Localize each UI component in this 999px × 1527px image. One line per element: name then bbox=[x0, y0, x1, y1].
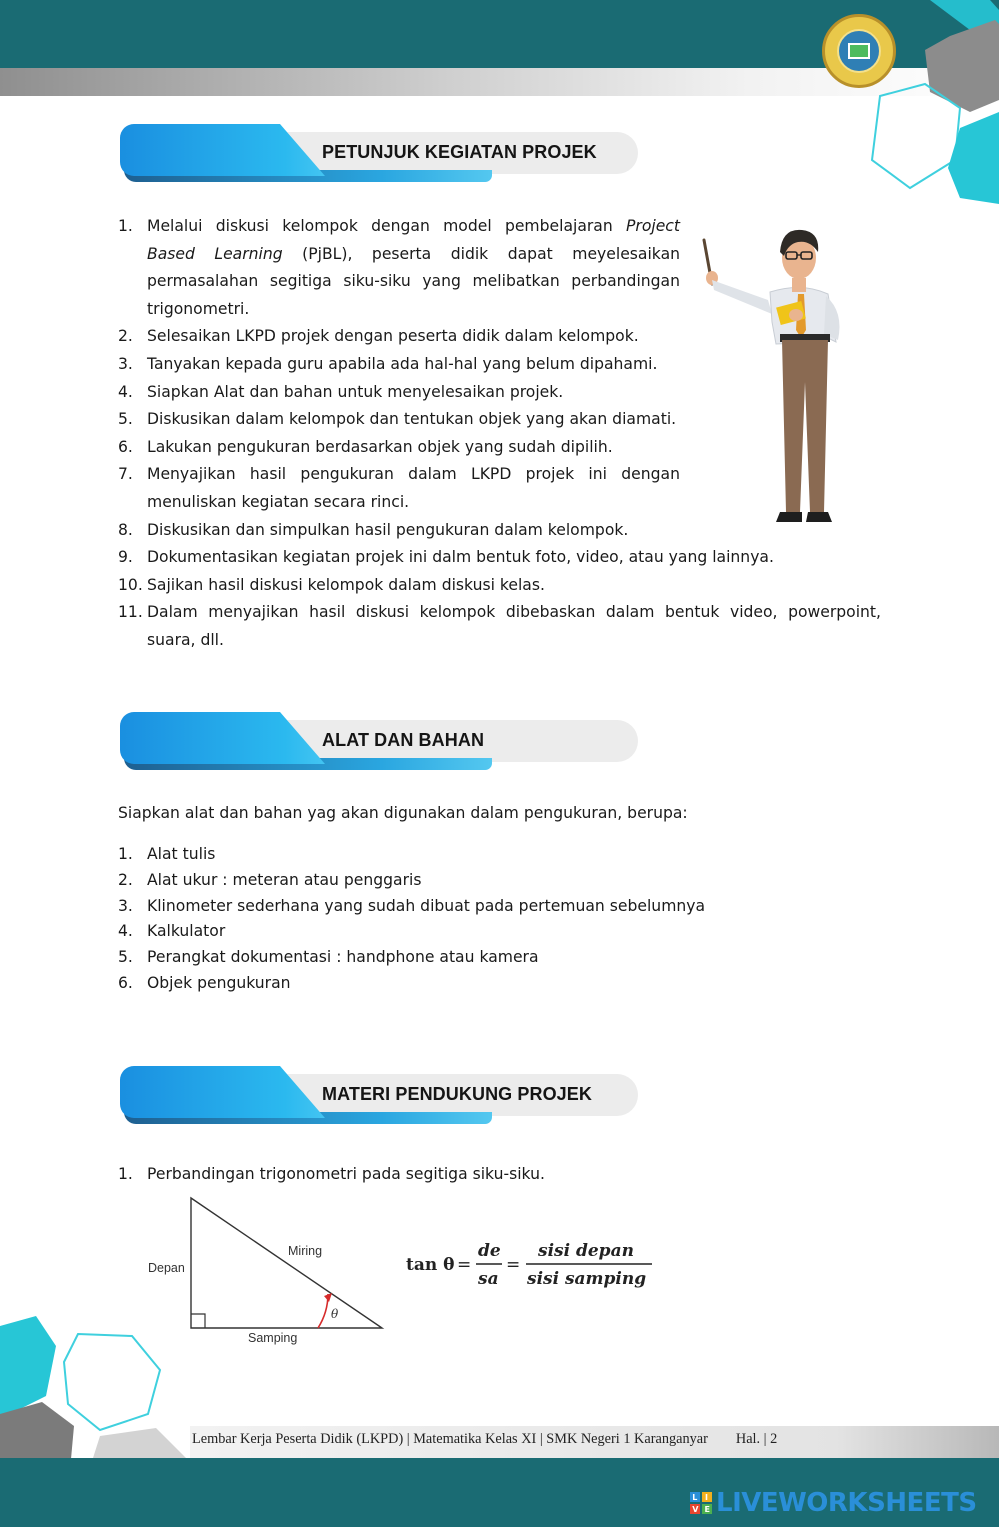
liveworksheets-wordmark: LIVEWORKSHEETS bbox=[716, 1488, 977, 1518]
list-item: 11. Dalam menyajikan hasil diskusi kelompok dibebaskan dalam bentuk video, powerpoint, suara, dll. bbox=[118, 603, 881, 649]
page-number: Hal. | 2 bbox=[735, 1431, 778, 1447]
svg-text:L: L bbox=[692, 1493, 698, 1503]
liveworksheets-logo-icon bbox=[690, 1492, 712, 1514]
list-item: 8. Diskusikan dan simpulkan hasil pengukuran dalam kelompok. bbox=[118, 520, 629, 539]
formula-den-sisi-samping: sisi samping bbox=[527, 1269, 647, 1289]
list-item: 6. Objek pengukuran bbox=[118, 973, 291, 992]
list-item: 7. Menyajikan hasil pengukuran dalam LKPD projek ini dengan menuliskan kegiatan secara rinci. bbox=[118, 465, 680, 511]
school-logo bbox=[822, 14, 896, 88]
section-header-alat bbox=[120, 712, 640, 776]
label-samping: Samping bbox=[248, 1331, 298, 1345]
svg-text:V: V bbox=[692, 1505, 699, 1514]
svg-text:E: E bbox=[704, 1505, 710, 1514]
list-item: 1. Melalui diskusi kelompok dengan model pembelajaran Project Based Learning (PjBL), peserta didik dapat meyelesaikan permasalahan segitiga siku-siku yang melibatkan perbandingan trigonometri. bbox=[118, 217, 681, 318]
school-crest-icon bbox=[837, 29, 881, 73]
list-item: 2. Alat ukur : meteran atau penggaris bbox=[118, 870, 422, 889]
angle-label: θ bbox=[331, 1307, 339, 1321]
section-header-materi bbox=[120, 1066, 640, 1130]
svg-text:I: I bbox=[705, 1493, 708, 1503]
formula-eq-2: = bbox=[506, 1255, 521, 1275]
section-title: MATERI PENDUKUNG PROJEK bbox=[322, 1084, 592, 1104]
label-miring: Miring bbox=[288, 1244, 323, 1258]
formula-den-sa: sa bbox=[478, 1269, 499, 1289]
label-depan: Depan bbox=[148, 1261, 185, 1275]
section-header-petunjuk bbox=[120, 124, 640, 188]
list-item: 5. Diskusikan dalam kelompok dan tentukan objek yang akan diamati. bbox=[118, 410, 677, 429]
footer-text: Lembar Kerja Peserta Didik (LKPD) | Matematika Kelas XI | SMK Negeri 1 Karanganyar Hal. | 2 bbox=[192, 1431, 778, 1447]
alat-list bbox=[118, 842, 881, 997]
formula-eq-1: = bbox=[457, 1255, 472, 1275]
materi-list bbox=[118, 1161, 881, 1187]
formula-num-sisi-depan: sisi depan bbox=[538, 1241, 634, 1261]
list-item: 10. Sajikan hasil diskusi kelompok dalam diskusi kelas. bbox=[118, 575, 545, 594]
list-item: 3. Tanyakan kepada guru apabila ada hal-hal yang belum dipahami. bbox=[118, 354, 658, 373]
liveworksheets-brand[interactable] bbox=[690, 1488, 977, 1518]
list-item: 1. Perbandingan trigonometri pada segitiga siku-siku. bbox=[118, 1165, 545, 1183]
list-item: 9. Dokumentasikan kegiatan projek ini dalm bentuk foto, video, atau yang lainnya. bbox=[118, 548, 774, 567]
list-item: 3. Klinometer sederhana yang sudah dibuat pada pertemuan sebelumnya bbox=[118, 896, 706, 915]
section-title: PETUNJUK KEGIATAN PROJEK bbox=[322, 142, 597, 162]
tangent-formula bbox=[400, 1232, 670, 1298]
formula-num-de: de bbox=[478, 1241, 501, 1261]
list-item: 4. Siapkan Alat dan bahan untuk menyelesaikan projek. bbox=[118, 382, 564, 401]
list-item: 5. Perangkat dokumentasi : handphone atau kamera bbox=[118, 948, 539, 967]
section-title: ALAT DAN BAHAN bbox=[322, 730, 485, 750]
list-item: 6. Lakukan pengukuran berdasarkan objek yang sudah dipilih. bbox=[118, 437, 613, 456]
list-item: 1. Alat tulis bbox=[118, 845, 216, 863]
teacher-illustration bbox=[698, 222, 848, 527]
list-item: 4. Kalkulator bbox=[118, 922, 226, 941]
list-item: 2. Selesaikan LKPD projek dengan peserta didik dalam kelompok. bbox=[118, 327, 639, 346]
alat-intro: Siapkan alat dan bahan yag akan digunakan dalam pengukuran, berupa: bbox=[118, 804, 688, 822]
formula-lhs: tan θ bbox=[406, 1255, 455, 1275]
